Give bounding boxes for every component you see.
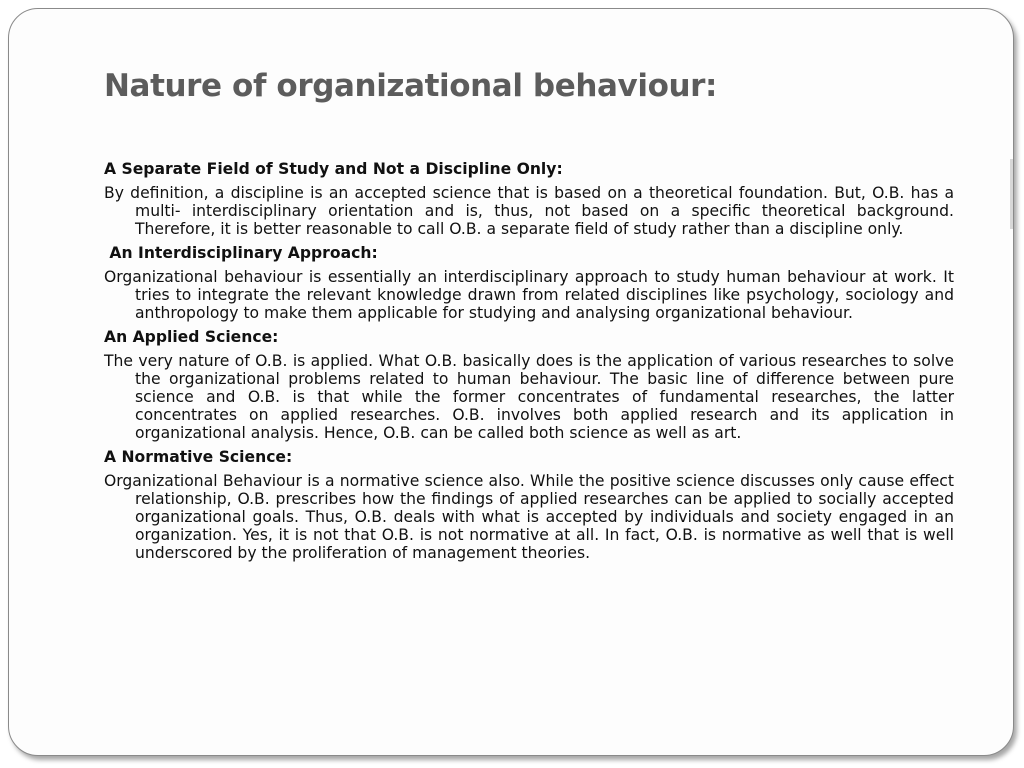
- slide-content: [104, 160, 954, 568]
- section-heading: An Interdisciplinary Approach:: [104, 244, 378, 262]
- section-heading: A Separate Field of Study and Not a Discipline Only:: [104, 160, 563, 178]
- section-normative-science: [104, 448, 954, 562]
- section-paragraph: The very nature of O.B. is applied. What O.B. basically does is the application of various researches to solve the organizational problems related to human behaviour. The basic line of difference between pure science and O.B. is that while the former concentrates of fundamental researches, the latter concentrates on applied researches. O.B. involves both applied research and its application in organizational analysis. Hence, O.B. can be called both science as well as art.: [104, 352, 954, 442]
- section-heading: An Applied Science:: [104, 328, 279, 346]
- section-applied-science: [104, 328, 954, 442]
- section-interdisciplinary: [104, 244, 954, 322]
- section-paragraph: Organizational behaviour is essentially an interdisciplinary approach to study human behaviour at work. It tries to integrate the relevant knowledge drawn from related disciplines like psychology, sociology and anthropology to make them applicable for studying and analysing organizational behaviour.: [104, 268, 954, 322]
- section-paragraph: Organizational Behaviour is a normative science also. While the positive science discusses only cause effect relationship, O.B. prescribes how the findings of applied researches can be applied to socially accepted organizational goals. Thus, O.B. deals with what is accepted by individuals and society engaged in an organization. Yes, it is not that O.B. is not normative at all. In fact, O.B. is normative as well that is well underscored by the proliferation of management theories.: [104, 472, 954, 562]
- slide-title: Nature of organizational behaviour:: [104, 68, 718, 104]
- section-paragraph: By definition, a discipline is an accepted science that is based on a theoretical foundation. But, O.B. has a multi- interdisciplinary orientation and is, thus, not based on a specific theoretical background. Therefore, it is better reasonable to call O.B. a separate field of study rather than a discipline only.: [104, 184, 954, 238]
- section-heading: A Normative Science:: [104, 448, 293, 466]
- scrollbar-indicator: [1010, 159, 1013, 229]
- section-separate-field: [104, 160, 954, 238]
